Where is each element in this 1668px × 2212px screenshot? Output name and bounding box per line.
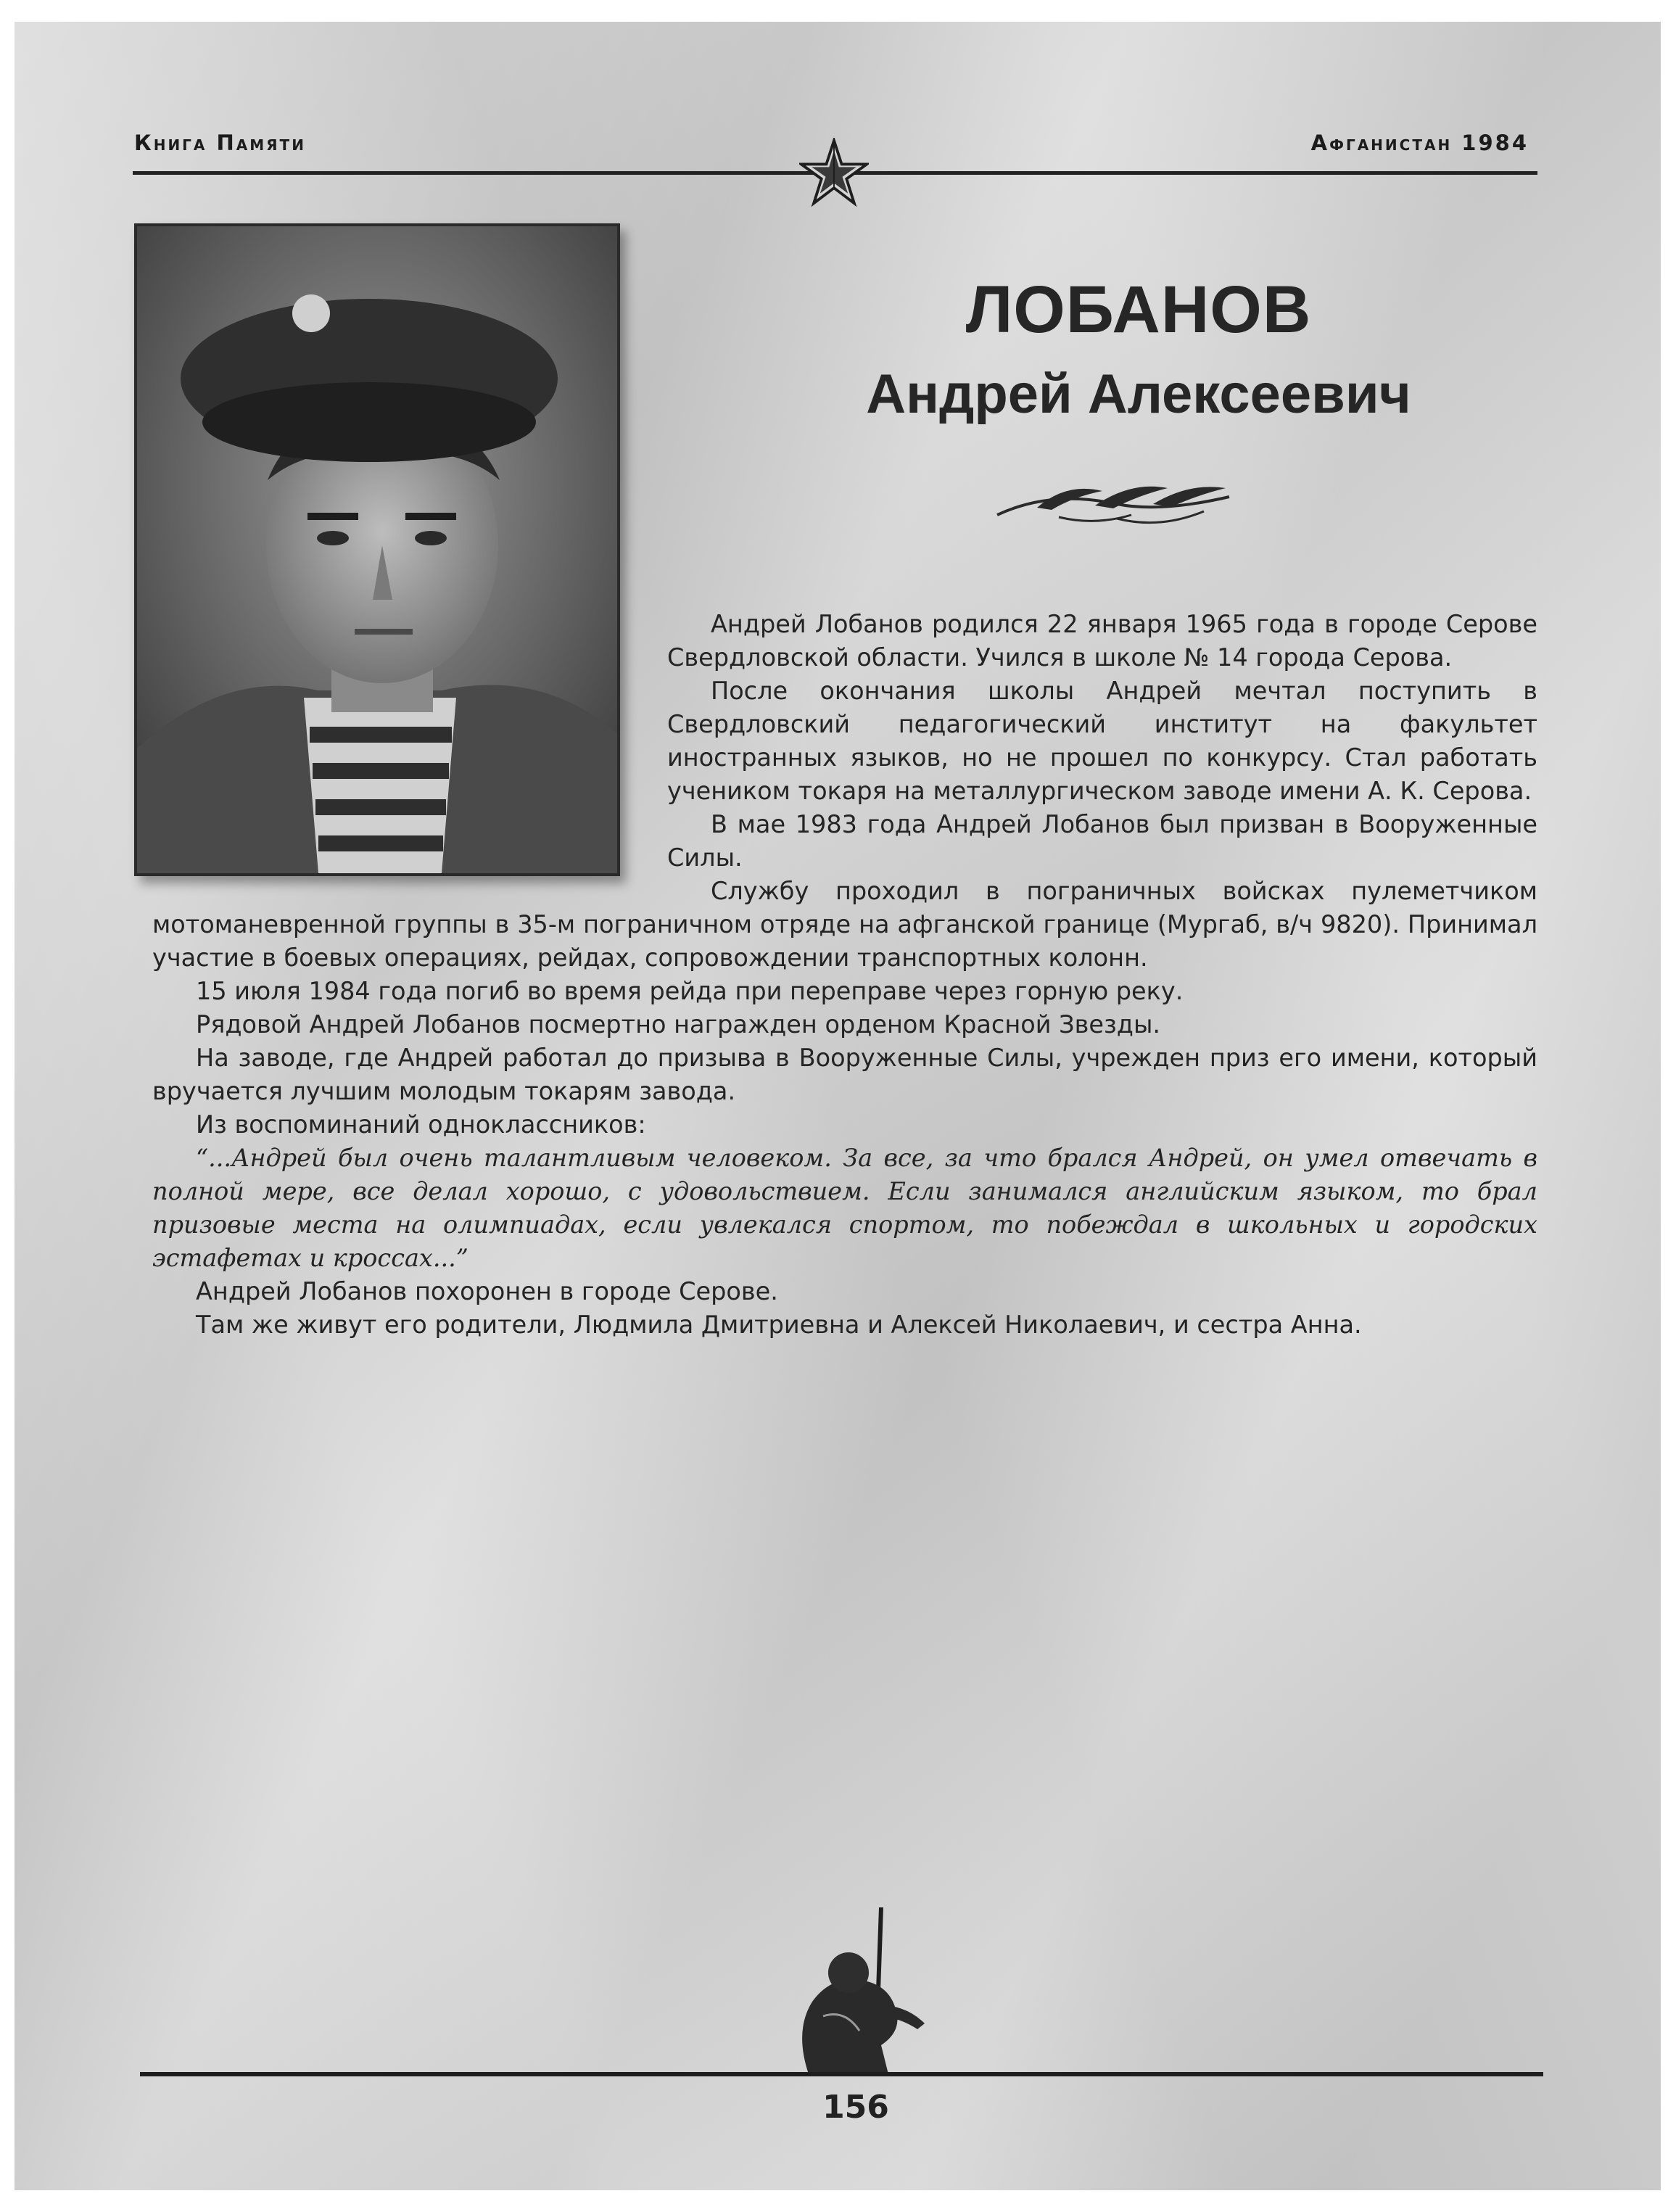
photo-wrap-spacer bbox=[152, 608, 667, 894]
bio-paragraph: Службу проходил в пограничных войсках пулеметчиком мотоманевренной группы в 35-м пограничном отряде на афганской границе (Мургаб, в/ч 9820). Принимал участие в боевых операциях, рейдах, сопровождении транспортных колонн. bbox=[152, 877, 1537, 972]
page-number: 156 bbox=[822, 2089, 889, 2126]
bio-paragraph: Рядовой Андрей Лобанов посмертно награжден орденом Красной Звезды. bbox=[196, 1010, 1161, 1039]
person-surname: ЛОБАНОВ bbox=[965, 273, 1312, 347]
bio-paragraph: Андрей Лобанов похоронен в городе Серове. bbox=[196, 1277, 778, 1305]
memorial-page bbox=[15, 22, 1661, 2190]
header-book-title: Книга Памяти bbox=[134, 131, 306, 155]
bio-paragraph: 15 июля 1984 года погиб во время рейда при переправе через горную реку. bbox=[196, 977, 1184, 1005]
bio-paragraph: Там же живут его родители, Людмила Дмитриевна и Алексей Николаевич, и сестра Анна. bbox=[196, 1311, 1362, 1339]
bio-paragraph: Из воспоминаний одноклассников: bbox=[196, 1110, 646, 1139]
bio-paragraph: В мае 1983 года Андрей Лобанов был призван в Вооруженные Силы. bbox=[667, 810, 1537, 872]
star-icon bbox=[799, 138, 869, 207]
bio-paragraph: Андрей Лобанов родился 22 января 1965 года в городе Серове Свердловской области. Учился в школе № 14 города Серова. bbox=[667, 610, 1537, 672]
bio-paragraph: После окончания школы Андрей мечтал поступить в Свердловский педагогический институт на факультет иностранных языков, но не прошел по конкурсу. Стал работать учеником токаря на металлургическом заводе имени А. К. Серова. bbox=[667, 677, 1537, 805]
leaf-ornament-icon bbox=[994, 475, 1233, 533]
header-section-year: Афганистан 1984 bbox=[1310, 131, 1529, 155]
footer-divider bbox=[140, 2072, 1543, 2076]
classmates-quote: “...Андрей был очень талантливым человеком. За все, за что брался Андрей, он умел отвечать в полной мере, все делал хорошо, с удовольствием. Если занимался английским языком, то брал призовые места на олимпиадах, если увлекался спортом, то побеждал в школьных и городских эстафетах и кроссах...” bbox=[152, 1144, 1537, 1272]
biography-text bbox=[152, 608, 1537, 1342]
person-given-names: Андрей Алексеевич bbox=[866, 363, 1411, 425]
bio-paragraph: На заводе, где Андрей работал до призыва в Вооруженные Силы, учрежден приз его имени, который вручается лучшим молодым токарям завода. bbox=[152, 1044, 1537, 1105]
kneeling-soldier-icon bbox=[780, 1907, 939, 2074]
